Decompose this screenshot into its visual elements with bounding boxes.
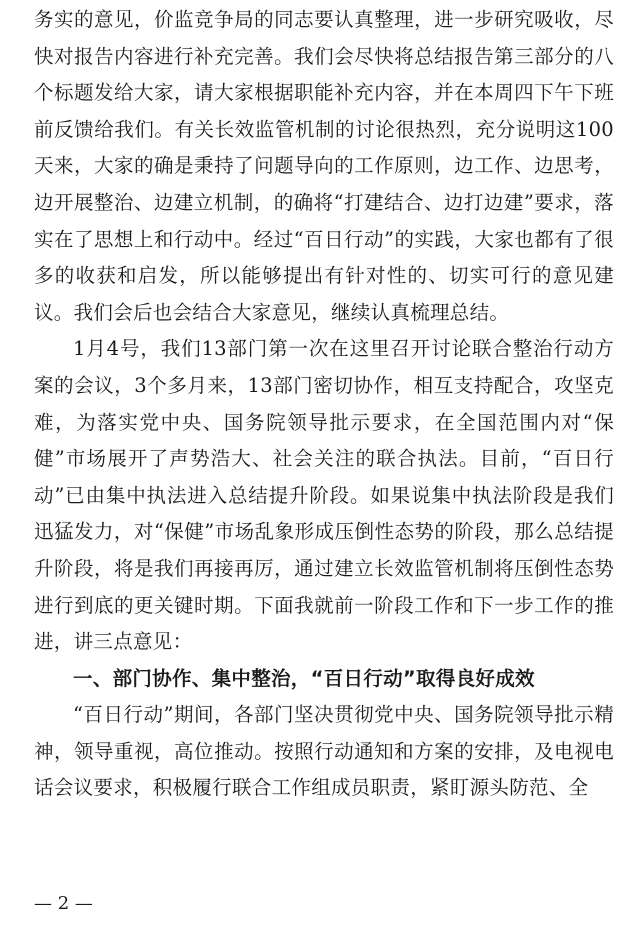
document-body <box>34 2 614 807</box>
section-heading: 一、部门协作、集中整治，“百日行动”取得良好成效 <box>73 666 535 690</box>
paragraph-continued: 务实的意见，价监竞争局的同志要认真整理，进一步研究吸收，尽快对报告内容进行补充完善。我们会尽快将总结报告第三部分的八个标题发给大家，请大家根据职能补充内容，并在本周四下午下班前反馈给我们。有关长效监管机制的讨论很热烈，充分说明这100天来，大家的确是秉持了问题导向的工作原则，边工作、边思考，边开展整治、边建立机制，的确将“打建结合、边打边建”要求，落实在了思想上和行动中。经过“百日行动”的实践，大家也都有了很多的收获和启发，所以能够提出有针对性的、切实可行的意见建议。我们会后也会结合大家意见，继续认真梳理总结。 <box>34 8 614 324</box>
paragraph-meeting-review: 1月4号，我们13部门第一次在这里召开讨论联合整治行动方案的会议，3个多月来，13部门密切协作，相互支持配合，攻坚克难，为落实党中央、国务院领导批示要求，在全国范围内对“保健”市场展开了声势浩大、社会关注的联合执法。目前，“百日行动”已由集中执法进入总结提升阶段。如果说集中执法阶段是我们迅猛发力，对“保健”市场乱象形成压倒性态势的阶段，那么总结提升阶段，将是我们再接再厉，通过建立长效监管机制将压倒性态势进行到底的更关键时期。下面我就前一阶段工作和下一步工作的推进，讲三点意见： <box>34 337 614 654</box>
page-number: — 2 — <box>34 893 93 914</box>
paragraph-section-one: “百日行动”期间，各部门坚决贯彻党中央、国务院领导批示精神，领导重视，高位推动。按照行动通知和方案的安排，及电视电话会议要求，积极履行联合工作组成员职责，紧盯源头防范、全 <box>34 703 614 800</box>
